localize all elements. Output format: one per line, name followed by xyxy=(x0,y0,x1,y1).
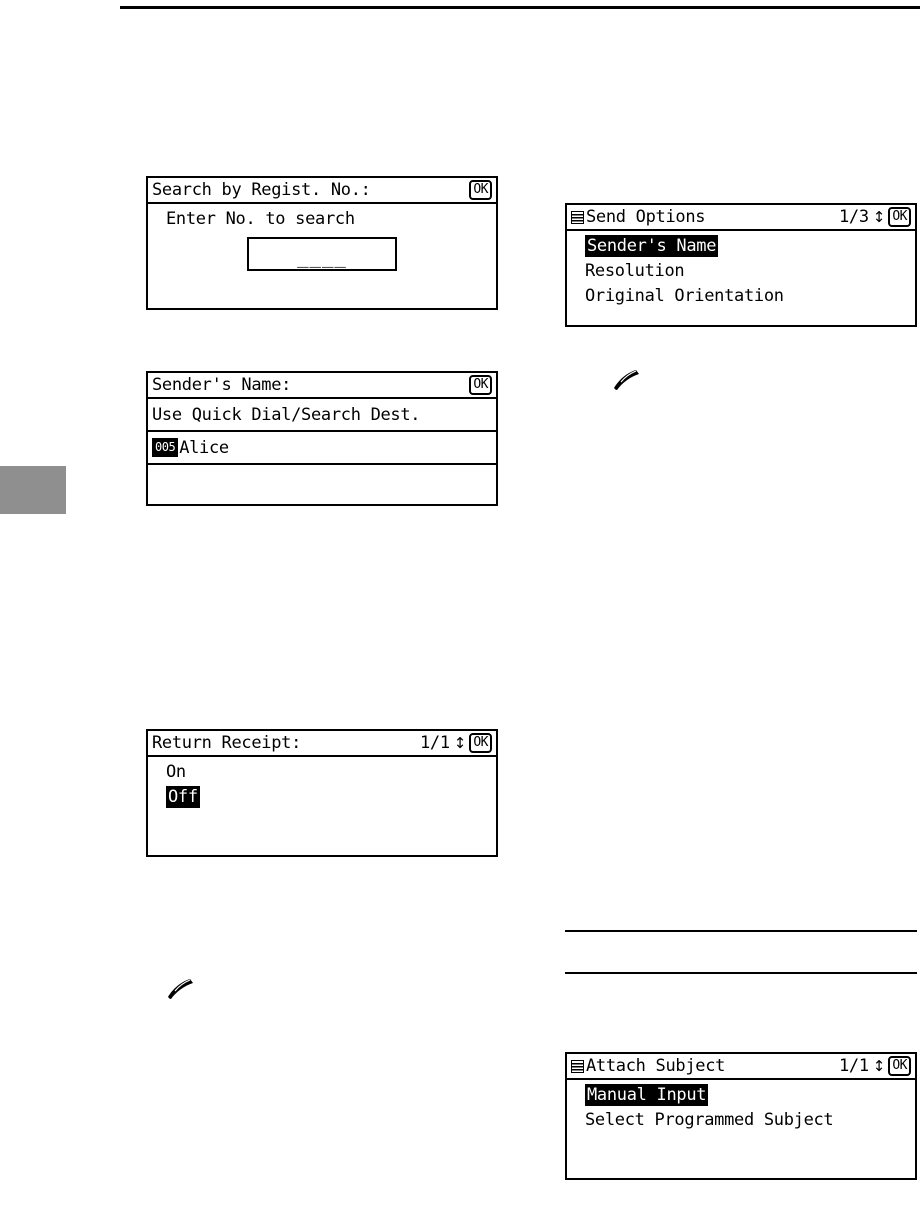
prompt-text: Enter No. to search xyxy=(166,208,355,229)
search-by-regist-no-panel xyxy=(146,176,498,310)
list-item-original-orientation[interactable] xyxy=(571,283,911,308)
list-item-select-programmed-subject[interactable] xyxy=(571,1107,911,1132)
panel-title-bar xyxy=(148,178,496,204)
scroll-updown-icon: ↕ xyxy=(453,733,467,752)
list-item-label: On xyxy=(166,761,186,782)
panel-body xyxy=(567,231,915,308)
senders-name-panel xyxy=(146,371,498,506)
panel-title: Return Receipt: xyxy=(152,733,302,753)
list-item-label-selected: Sender's Name xyxy=(587,235,717,256)
list-item-resolution[interactable] xyxy=(571,258,911,283)
list-item-label-selected: Off xyxy=(168,786,198,807)
pencil-note-icon xyxy=(166,977,196,1001)
registration-number-input[interactable] xyxy=(247,237,397,271)
quick-dial-hint: Use Quick Dial/Search Dest. xyxy=(148,399,496,432)
scroll-updown-icon: ↕ xyxy=(872,1056,886,1075)
chapter-tab xyxy=(0,466,66,514)
list-item-label-selected: Manual Input xyxy=(587,1084,707,1105)
entry-placeholder: ____ xyxy=(297,246,347,268)
scroll-updown-icon: ↕ xyxy=(872,207,886,226)
list-item-on[interactable] xyxy=(152,759,492,784)
ok-button[interactable]: OK xyxy=(469,733,492,753)
menu-list-icon xyxy=(571,211,584,224)
list-item-label: Original Orientation xyxy=(585,285,784,306)
panel-body xyxy=(567,1080,915,1132)
page-indicator: 1/3 xyxy=(838,207,869,227)
list-item-label: Resolution xyxy=(585,260,685,281)
attach-subject-panel xyxy=(565,1052,917,1180)
panel-body xyxy=(148,204,496,271)
send-options-panel xyxy=(565,203,917,327)
list-item-off[interactable] xyxy=(152,784,492,809)
panel-title-bar xyxy=(148,731,496,757)
list-item-manual-input[interactable] xyxy=(571,1082,911,1107)
panel-title: Send Options xyxy=(586,207,706,227)
pencil-note-icon xyxy=(612,368,642,392)
ok-button[interactable]: OK xyxy=(469,375,492,395)
entry-number-badge: 005 xyxy=(152,438,178,457)
section-rule-bottom xyxy=(565,972,917,974)
list-item[interactable] xyxy=(148,432,496,465)
panel-title-bar xyxy=(148,373,496,399)
ok-button[interactable]: OK xyxy=(888,207,911,227)
list-item-label: Select Programmed Subject xyxy=(585,1109,834,1130)
panel-body xyxy=(148,757,496,809)
panel-body xyxy=(148,399,496,490)
panel-title-bar xyxy=(567,1054,915,1080)
ok-button[interactable]: OK xyxy=(469,180,492,200)
page-top-rule xyxy=(120,6,920,9)
ok-button[interactable]: OK xyxy=(888,1056,911,1076)
list-item-empty xyxy=(148,465,496,490)
panel-title: Attach Subject xyxy=(586,1056,726,1076)
panel-title: Search by Regist. No.: xyxy=(152,180,371,200)
page-indicator: 1/1 xyxy=(419,733,450,753)
panel-title-bar xyxy=(567,205,915,231)
section-rule-top xyxy=(565,930,917,932)
entry-name: Alice xyxy=(179,437,229,458)
list-item-senders-name[interactable] xyxy=(571,233,911,258)
return-receipt-panel xyxy=(146,729,498,857)
menu-list-icon xyxy=(571,1060,584,1073)
page-indicator: 1/1 xyxy=(838,1056,869,1076)
panel-title: Sender's Name: xyxy=(152,375,292,395)
